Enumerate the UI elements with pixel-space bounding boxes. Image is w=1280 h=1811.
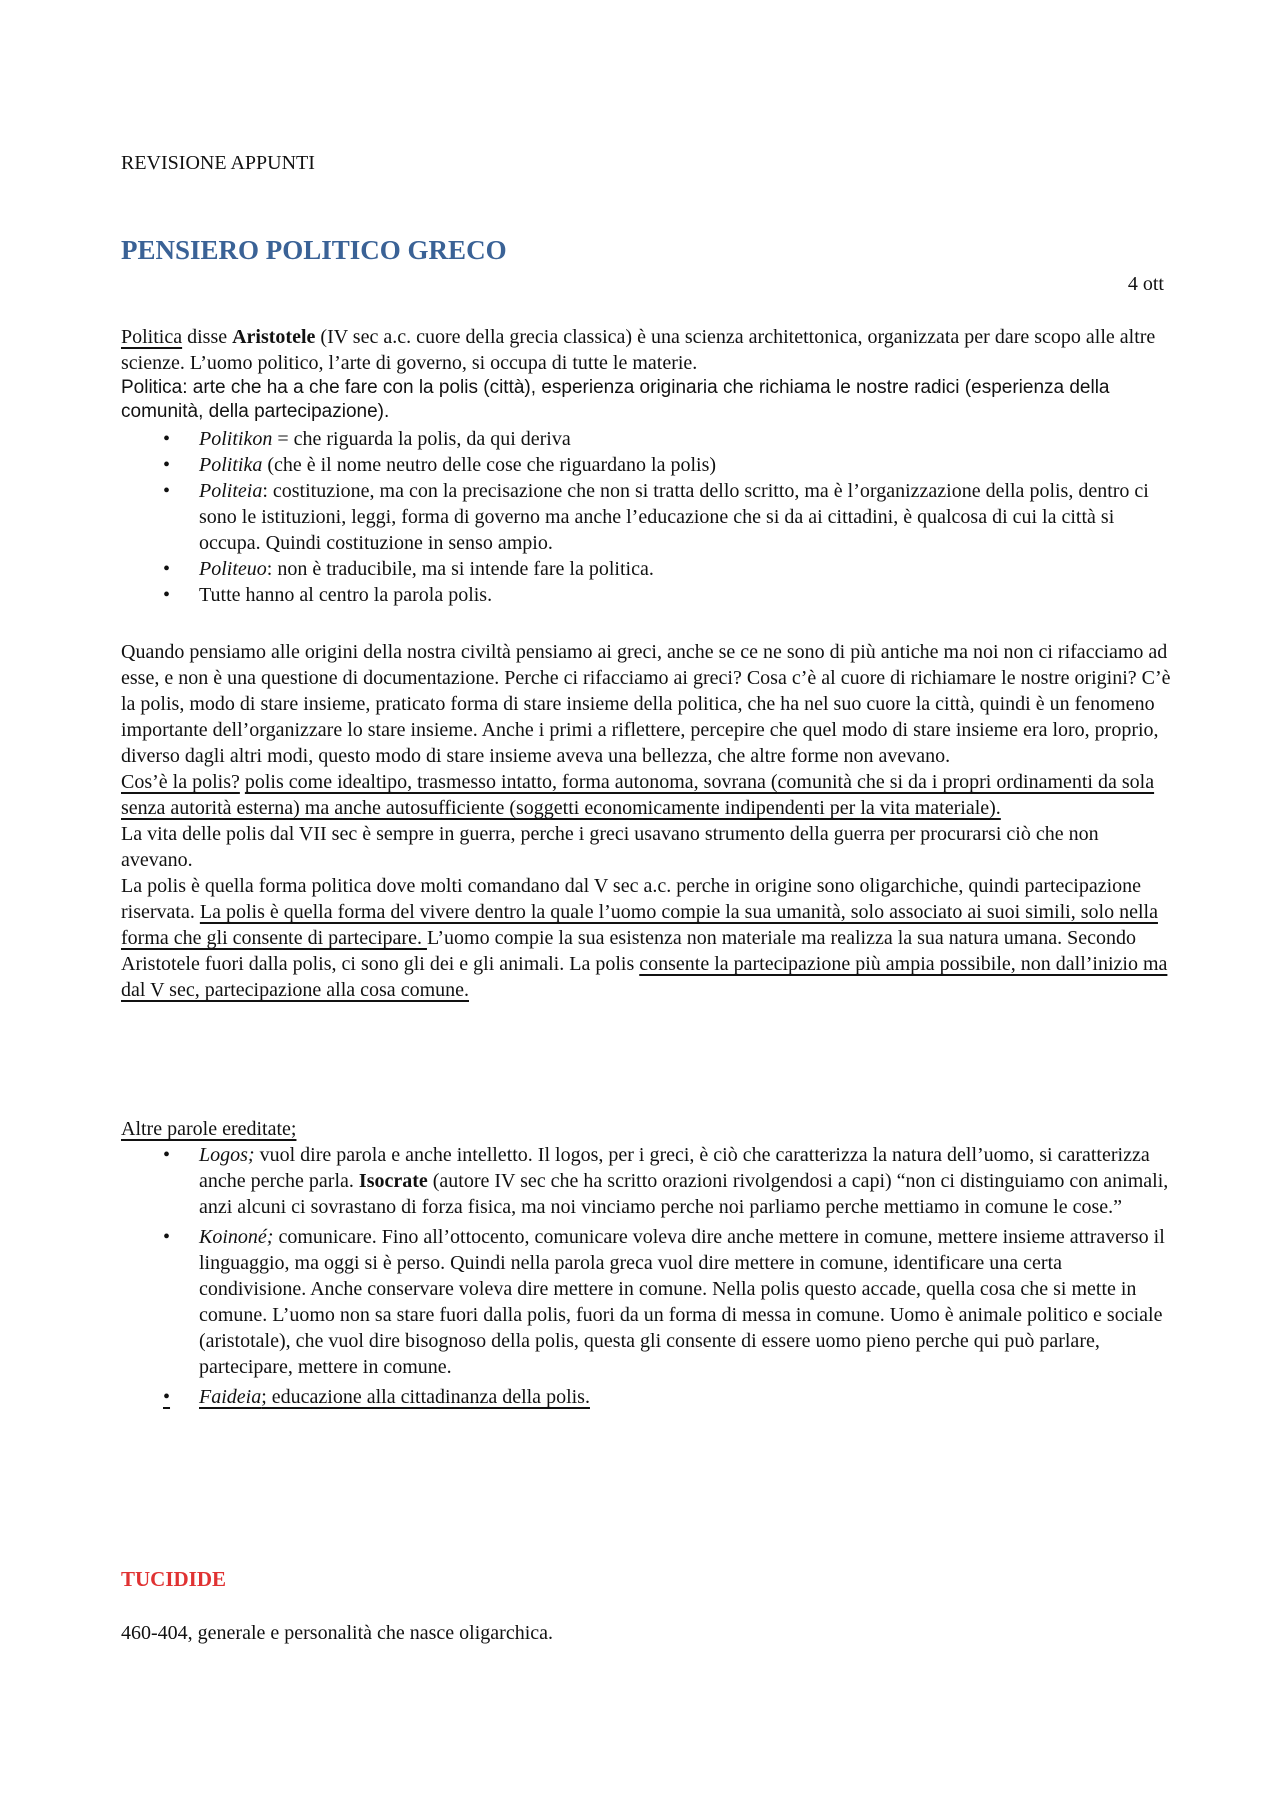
inherited-words-list	[121, 1142, 1171, 1410]
list-item: • Politikon = che riguarda la polis, da qui deriva	[163, 428, 571, 450]
header-label: REVISIONE APPUNTI	[121, 152, 315, 174]
aristotele-name: Aristotele	[232, 326, 316, 348]
list-item: • Politika (che è il nome neutro delle cose che riguardano la polis)	[163, 454, 717, 476]
war-text: La vita delle polis dal VII sec è sempre in guerra, perche i greci usavano strumento della guerra per procurarsi ciò che non avevano.	[121, 823, 1099, 871]
intro-paragraph	[121, 324, 1171, 424]
list-item: • Politeuo: non è traducibile, ma si intende fare la politica.	[163, 558, 654, 580]
list-item: • Politeia: costituzione, ma con la precisazione che non si tratta dello scritto, ma è l’organizzazione della polis, dentro ci sono le istituzioni, leggi, forma di governo ma anche l’educazione che si da ai cittadini, è qualcosa di cui la città si occupa. Quindi costituzione in senso ampio.	[163, 480, 1149, 554]
intro-text: Politica disse Aristotele (IV sec a.c. cuore della grecia classica) è una scienza architettonica, organizzata per dare scopo alle altre scienze. L’uomo politico, l’arte di governo, si occupa di tutte le materie.	[121, 326, 1156, 374]
tucidide-text: 460-404, generale e personalità che nasce oligarchica.	[121, 1622, 554, 1644]
polis-question: Cos’è la polis?	[121, 771, 240, 793]
polis-idealtype: polis come idealtipo, trasmesso intatto, forma autonoma, sovrana (comunità che si da i propri ordinamenti da sola senza autorità esterna) ma anche autosufficiente (soggetti economicamente indipendenti per la vita materiale).	[121, 771, 1155, 819]
participation-text: La polis è quella forma politica dove molti comandano dal V sec a.c. perche in origine sono oligarchiche, quindi partecipazione riservata. La polis è quella forma del vivere dentro la quale l’uomo compie la sua umanità, solo associato ai suoi simili, solo nella forma che gli consente di partecipare. L’uomo compie la sua esistenza non materiale ma realizza la sua natura umana. Secondo Aristotele fuori dalla polis, ci sono gli dei e gli animali. La polis consente la partecipazione più ampia possibile, non dall’inizio ma dal V sec, partecipazione alla cosa comune.	[121, 875, 1168, 1001]
terms-list	[121, 426, 1171, 608]
intro-sans-text: Politica: arte che ha a che fare con la polis (città), esperienza originaria che richiama le nostre radici (esperienza della comunità, della partecipazione).	[121, 377, 1110, 422]
origins-text: Quando pensiamo alle origini della nostra civiltà pensiamo ai greci, anche se ce ne sono di più antiche ma noi non ci rifacciamo ad esse, e non è una questione di documentazione. Perche ci rifacciamo ai greci? Cosa c’è al cuore di richiamare le nostre origini? C’è la polis, modo di stare insieme, praticato forma di stare insieme della politica, che ha nel suo cuore la città, quindi è un fenomeno importante dell’organizzare lo stare insieme. Anche i primi a riflettere, percepire che quel modo di stare insieme era loro, proprio, diverso dagli altri modi, questo modo di stare insieme aveva una bellezza, che altre forme non avevano.	[121, 641, 1171, 767]
list-item: • Tutte hanno al centro la parola polis.	[163, 584, 493, 606]
list-item: • Logos; vuol dire parola e anche intelletto. Il logos, per i greci, è ciò che caratterizza la natura dell’uomo, si caratterizza anche perche parla. Isocrate (autore IV sec che ha scritto orazioni rivolgendosi a capi) “non ci distinguiamo con animali, anzi alcuni ci sovrastano di forza fisica, ma noi vinciamo perche noi parliamo perche mettiamo in comune le cose.”	[163, 1144, 1169, 1218]
list-item: • Koinoné; comunicare. Fino all’ottocento, comunicare voleva dire anche mettere in comune, mettere insieme attraverso il linguaggio, ma oggi si è perso. Quindi nella parola greca vuol dire mettere in comune, identificare una certa condivisione. Anche conservare voleva dire mettere in comune. Nella polis questo accade, quella cosa che si mette in comune. L’uomo non sa stare fuori dalla polis, fuori da un forma di messa in comune. Uomo è animale politico e sociale (aristotale), che vuol dire bisognoso della polis, questa gli consente di essere uomo pieno perche qui può parlare, partecipare, mettere in comune.	[163, 1226, 1165, 1378]
polis-definition	[121, 769, 1171, 821]
altre-heading: Altre parole ereditate;	[121, 1118, 297, 1140]
tucidide-heading: TUCIDIDE	[121, 1567, 227, 1591]
date-label: 4 ott	[1127, 273, 1164, 295]
list-item: • Faideia; educazione alla cittadinanza della polis.	[163, 1386, 590, 1408]
politica-word: Politica	[121, 326, 183, 348]
page-title: PENSIERO POLITICO GRECO	[121, 235, 507, 265]
polis-paragraph	[121, 639, 1171, 1003]
